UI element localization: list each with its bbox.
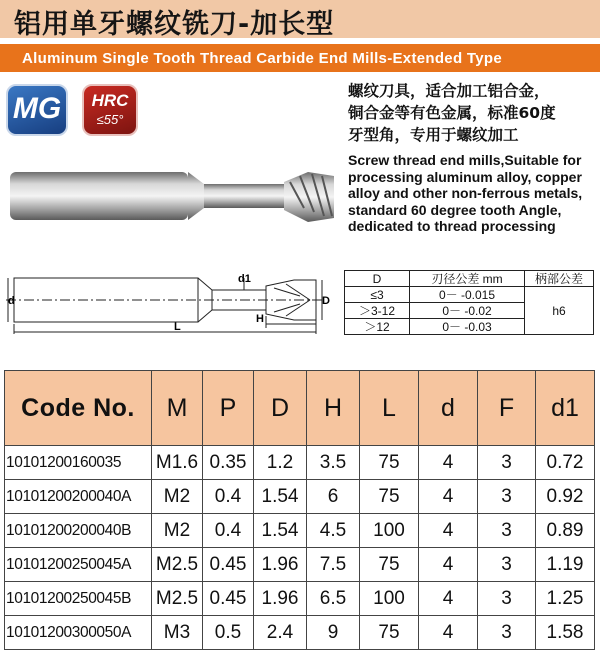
cell-p: 0.4	[203, 480, 254, 514]
cell-d-lower: 4	[419, 548, 478, 582]
tolerance-value: 0－ -0.03	[410, 319, 525, 335]
description-en-line: processing aluminum alloy, copper	[348, 168, 582, 185]
cell-f: 3	[478, 582, 536, 616]
cell-d1: 1.58	[536, 616, 595, 650]
material-badge-label: MG	[12, 92, 62, 125]
cell-m: M2.5	[152, 582, 203, 616]
code-cell: 10101200250045A	[5, 548, 152, 582]
cell-d-lower: 4	[419, 446, 478, 480]
code-cell: 10101200200040A	[5, 480, 152, 514]
cell-h: 4.5	[307, 514, 360, 548]
cell-l: 75	[360, 480, 419, 514]
tool-photo	[8, 168, 338, 228]
cell-d1: 1.25	[536, 582, 595, 616]
cell-d-upper: 1.2	[254, 446, 307, 480]
tolerance-range: ≤3	[345, 287, 410, 303]
dimension-label-H: H	[256, 313, 264, 325]
table-row	[5, 616, 595, 650]
cell-l: 100	[360, 514, 419, 548]
cell-l: 100	[360, 582, 419, 616]
cell-d1: 0.72	[536, 446, 595, 480]
header-p: P	[203, 371, 254, 446]
description-en-line: standard 60 degree tooth Angle,	[348, 201, 562, 218]
cell-l: 75	[360, 548, 419, 582]
cell-d-upper: 2.4	[254, 616, 307, 650]
spec-table-header	[5, 371, 595, 446]
header-code-no: Code No.	[5, 371, 152, 446]
cell-d1: 0.92	[536, 480, 595, 514]
table-row	[5, 480, 595, 514]
cell-m: M1.6	[152, 446, 203, 480]
code-cell: 10101200250045B	[5, 582, 152, 616]
description-en-line: Screw thread end mills,Suitable for	[348, 152, 582, 168]
cell-p: 0.45	[203, 582, 254, 616]
cell-h: 3.5	[307, 446, 360, 480]
page-title: 铝用单牙螺纹铣刀-加长型	[14, 9, 335, 40]
cell-d-upper: 1.54	[254, 514, 307, 548]
dimension-label-L: L	[174, 321, 181, 333]
cell-h: 7.5	[307, 548, 360, 582]
cell-p: 0.45	[203, 548, 254, 582]
tolerance-range: ＞12	[345, 319, 410, 335]
page-subtitle: Aluminum Single Tooth Thread Carbide End Mills-Extended Type	[22, 50, 502, 67]
table-row	[5, 582, 595, 616]
cell-f: 3	[478, 616, 536, 650]
dimension-label-D: D	[322, 295, 330, 307]
table-row	[5, 514, 595, 548]
table-row	[5, 548, 595, 582]
cell-p: 0.35	[203, 446, 254, 480]
cell-m: M2	[152, 514, 203, 548]
tolerance-header-shank: 柄部公差	[525, 271, 594, 287]
cell-h: 6	[307, 480, 360, 514]
code-cell: 10101200300050A	[5, 616, 152, 650]
cell-m: M2	[152, 480, 203, 514]
cell-d-upper: 1.96	[254, 582, 307, 616]
cell-p: 0.5	[203, 616, 254, 650]
dimension-label-d: d	[8, 295, 15, 307]
shank-tolerance: h6	[525, 287, 594, 335]
tolerance-header-blade: 刃径公差 mm	[410, 271, 525, 287]
description-english	[348, 152, 598, 235]
cell-d-lower: 4	[419, 582, 478, 616]
spec-table	[4, 370, 595, 650]
cell-d-upper: 1.54	[254, 480, 307, 514]
cell-h: 6.5	[307, 582, 360, 616]
description-en-line: dedicated to thread processing	[348, 218, 556, 235]
cell-d-lower: 4	[419, 480, 478, 514]
description-en-line: alloy and other non-ferrous metals,	[348, 185, 583, 202]
cell-f: 3	[478, 446, 536, 480]
cell-f: 3	[478, 548, 536, 582]
cell-f: 3	[478, 480, 536, 514]
header-l: L	[360, 371, 419, 446]
cell-m: M2.5	[152, 548, 203, 582]
table-row	[5, 446, 595, 480]
technical-drawing	[4, 266, 340, 350]
header-d-lower: d	[419, 371, 478, 446]
hardness-badge-value: ≤55°	[96, 112, 124, 127]
hardness-badge-label: HRC	[91, 91, 129, 110]
tolerance-value: 0－ -0.02	[410, 303, 525, 319]
cell-f: 3	[478, 514, 536, 548]
header-d-upper: D	[254, 371, 307, 446]
material-badge	[6, 84, 68, 136]
tolerance-range: ＞3-12	[345, 303, 410, 319]
cell-m: M3	[152, 616, 203, 650]
header-d1: d1	[536, 371, 595, 446]
code-cell: 10101200200040B	[5, 514, 152, 548]
description-cn-line: 铜合金等有色金属，标准60度	[348, 104, 556, 122]
cell-h: 9	[307, 616, 360, 650]
description-chinese	[348, 80, 596, 146]
cell-l: 75	[360, 446, 419, 480]
header-f: F	[478, 371, 536, 446]
cell-d1: 0.89	[536, 514, 595, 548]
cell-d-lower: 4	[419, 616, 478, 650]
description-cn-line: 牙型角，专用于螺纹加工	[348, 126, 519, 144]
cell-d-lower: 4	[419, 514, 478, 548]
tolerance-value: 0－ -0.015	[410, 287, 525, 303]
tolerance-header-d: D	[345, 271, 410, 287]
header-h: H	[307, 371, 360, 446]
header-m: M	[152, 371, 203, 446]
hardness-badge	[82, 84, 138, 136]
cell-d-upper: 1.96	[254, 548, 307, 582]
cell-l: 75	[360, 616, 419, 650]
dimension-label-d1: d1	[238, 273, 251, 285]
code-cell: 10101200160035	[5, 446, 152, 480]
description-cn-line: 螺纹刀具，适合加工铝合金，	[348, 82, 550, 100]
tolerance-table	[344, 270, 594, 335]
cell-p: 0.4	[203, 514, 254, 548]
cell-d1: 1.19	[536, 548, 595, 582]
